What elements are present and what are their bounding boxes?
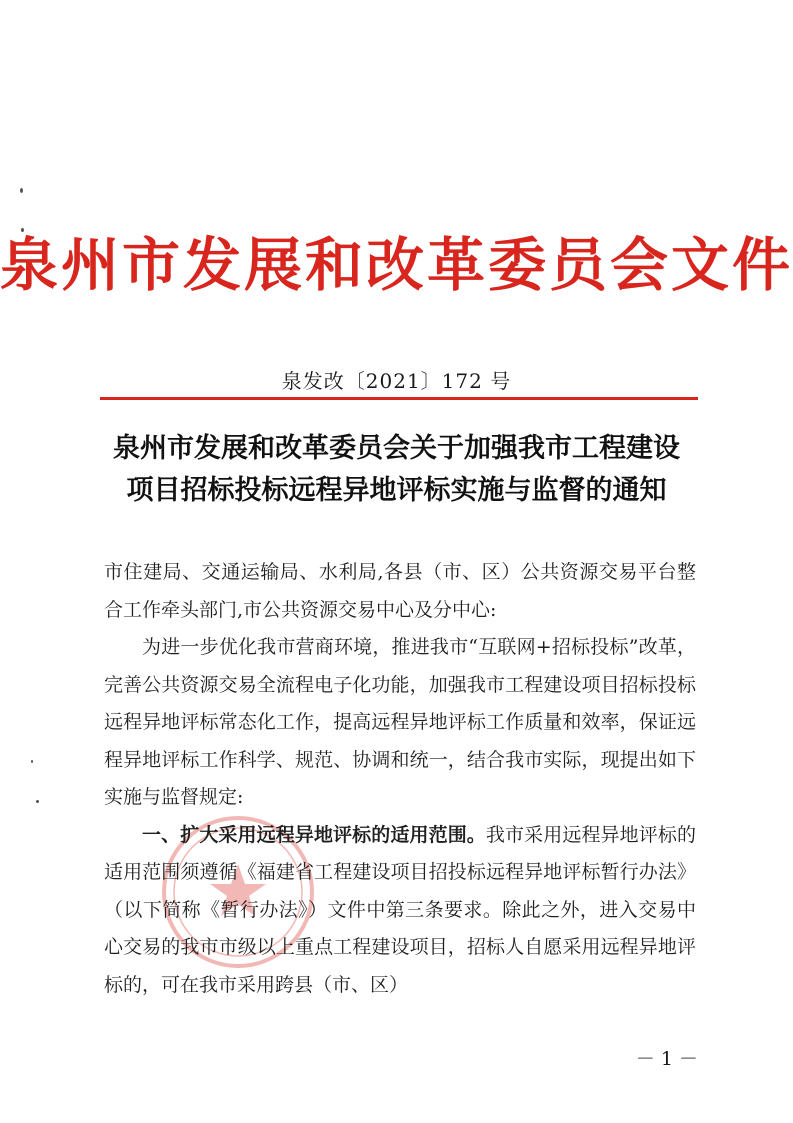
intro-paragraph: 为进一步优化我市营商环境，推进我市“互联网+招标投标”改革，完善公共资源交易全流程电子化功能，加强我市工程建设项目招标投标远程异地评标常态化工作，提高远程异地评标工作质量和效率，保证远程异地评标工作科学、规范、协调和统一，结合我市实际，现提出如下实施与监督规定:: [104, 636, 696, 808]
notice-title: [60, 428, 733, 512]
recipients-paragraph: 市住建局、交通运输局、水利局,各县（市、区）公共资源交易平台整合工作牵头部门,市公共资源交易中心及分中心:: [104, 561, 696, 621]
scan-speck: [36, 800, 39, 803]
section-1-text: 我市采用远程异地评标的适用范围须遵循《福建省工程建设项目招投标远程异地评标暂行办法》（以下简称《暂行办法》）文件中第三条要求。除此之外，进入交易中心交易的我市市级以上重点工程建设项目，招标人自愿采用远程异地评标的，可在我市采用跨县（市、区）: [104, 823, 696, 996]
notice-body: [104, 554, 696, 1004]
document-header-title: 泉州市发展和改革委员会文件: [0, 231, 793, 299]
scan-speck: [31, 760, 33, 763]
notice-title-line-2: 项目招标投标远程异地评标实施与监督的通知: [126, 475, 667, 506]
red-separator-line: [100, 397, 698, 400]
scan-speck: [20, 188, 23, 193]
page-number: － 1 －: [635, 1048, 698, 1070]
section-1-paragraph: [104, 817, 696, 1005]
document-number: 泉发改〔2021〕172 号: [281, 369, 512, 393]
notice-title-line-1: 泉州市发展和改革委员会关于加强我市工程建设: [113, 433, 680, 464]
section-1-heading: 一、扩大采用远程异地评标的适用范围。: [142, 823, 486, 846]
